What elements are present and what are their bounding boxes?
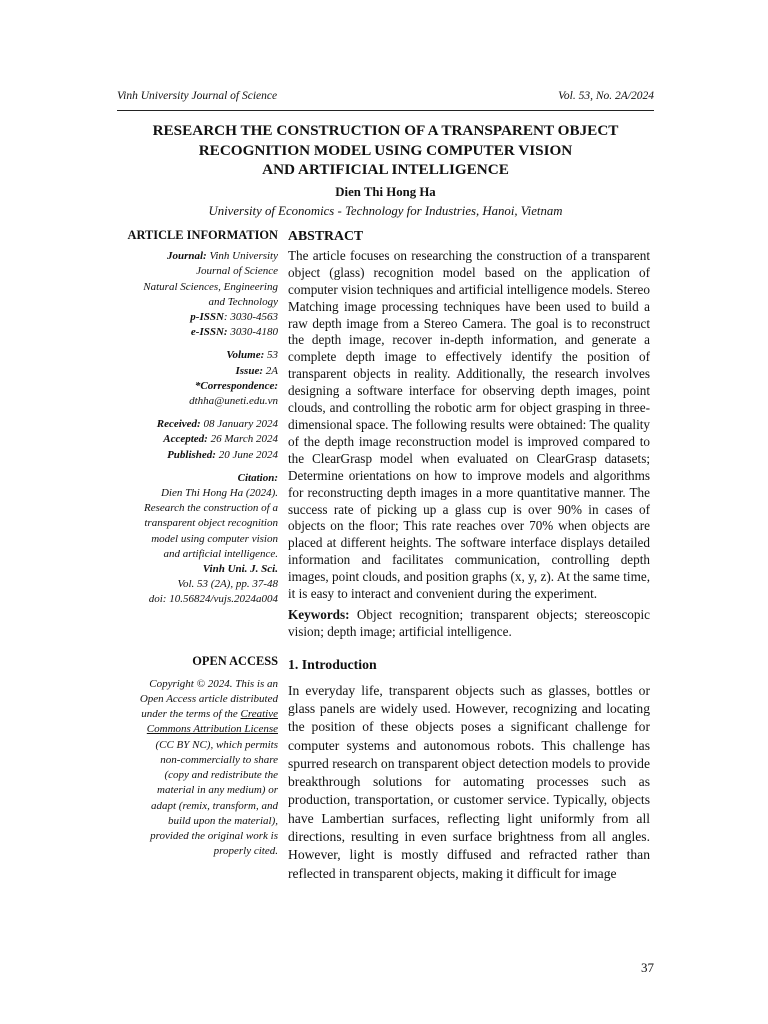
accepted-date: Accepted: 26 March 2024: [163, 433, 278, 446]
main-column: [288, 228, 650, 883]
citation-journal: Vinh Uni. J. Sci.: [202, 563, 278, 576]
article-title: [117, 121, 654, 180]
header-divider: [117, 110, 654, 111]
volume: Volume: 53: [226, 349, 278, 362]
running-header: [117, 90, 654, 108]
license-link[interactable]: Commons Attribution License: [146, 723, 278, 736]
received-date: Received: 08 January 2024: [156, 418, 278, 431]
journal-info: Natural Sciences, Engineering: [143, 280, 278, 293]
author-name: Dien Thi Hong Ha: [335, 185, 436, 199]
abstract-text: The article focuses on researching the construction of a transparent object (glass) recognition model based on the application of computer vision techniques and artificial intelligence models. Stereo Matching image processing techniques have been used to build a raw depth image from a Stereo Camera. The goal is to reconstruct the depth image, recover in-depth information, and generate a complete depth image to effectively identify the position of transparent objects in reality. Additionally, the research involves designing a software interface for observing depth images, point clouds, and controlling the robotic arm for object grasping in three-dimensional space. The following results were obtained: The quality of the depth image reconstruction model is improved compared to the ClearGrasp model when evaluated on ClearGrasp datasets; Determine orientations on how to improve models and algorithms for reconstructing depth images in a more quantitative manner. The success rate of picking up a glass cup is over 90% in cases of objects on the floor; This rate reaches over 70% when objects are placed at different heights. The software interface displays detailed information and facilitates communication, controlling depth images, point clouds, and position graphs (x, y, z). At the same time, it is easy to interact and convenient during the experiment.: [288, 247, 650, 602]
title-line: AND ARTIFICIAL INTELLIGENCE: [262, 161, 509, 178]
citation-line: and artificial intelligence.: [163, 547, 278, 560]
citation-line: Dien Thi Hong Ha (2024).: [160, 487, 278, 500]
intro-text: In everyday life, transparent objects such as glasses, bottles or glass panels are widely used. However, recognizing and locating the position of these objects poses a significant challenge for computer systems and autonomous robots. This challenge has spurred research on transparent object detection models to provide breakthrough solutions for automating processes such as production, transportation, or customer service. Typically, objects have Lambertian surfaces, reflecting light uniformly from all directions, resulting in even surface brightness from all angles. However, light is mostly diffused and refracted rather than reflected in transparent objects, making it difficult for image: [288, 682, 650, 881]
journal-info: Journal: Vinh University: [166, 250, 278, 263]
author-affiliation: University of Economics - Technology for Industries, Hanoi, Vietnam: [208, 204, 563, 218]
license-text: Copyright © 2024. This is an Open Access article distributed under the terms of the Creative Commons Attribution License (CC BY NC), which permits non-commercially to share (copy and redistribute the material in any medium) or adapt (remix, transform, and build upon the material), provided the original work is properly cited.: [117, 677, 278, 859]
license-link[interactable]: Creative: [240, 708, 278, 721]
pissn: p-ISSN: 3030-4563: [190, 311, 278, 324]
citation-line: transparent object recognition: [144, 517, 278, 530]
citation-line: Research the construction of a: [143, 502, 278, 515]
citation-label: Citation:: [237, 471, 278, 484]
article-info-heading: ARTICLE INFORMATION: [127, 228, 278, 242]
issue: Issue: 2A: [235, 364, 278, 377]
page-number: 37: [641, 960, 654, 975]
section-heading: 1. Introduction: [288, 656, 377, 672]
citation-doi: doi: 10.56824/vujs.2024a004: [148, 593, 278, 606]
journal-info: Journal of Science: [196, 265, 278, 278]
journal-name: Vinh University Journal of Science: [117, 90, 278, 102]
title-line: RECOGNITION MODEL USING COMPUTER VISION: [198, 141, 573, 159]
keywords: Keywords: Object recognition; transparent objects; stereoscopic vision; depth image; artificial intelligence.: [288, 606, 650, 639]
article-info-sidebar: [117, 228, 278, 859]
citation-line: model using computer vision: [151, 532, 278, 545]
title-line: RESEARCH THE CONSTRUCTION OF A TRANSPARENT OBJECT: [152, 122, 619, 139]
open-access-heading: OPEN ACCESS: [192, 653, 278, 668]
correspondence-label: *Correspondence:: [194, 379, 278, 392]
journal-info: and Technology: [208, 295, 278, 308]
correspondence-email: dthha@uneti.edu.vn: [189, 395, 278, 408]
published-date: Published: 20 June 2024: [167, 448, 278, 461]
volume-issue: Vol. 53, No. 2A/2024: [558, 90, 654, 102]
eissn: e-ISSN: 3030-4180: [190, 326, 278, 339]
citation-pages: Vol. 53 (2A), pp. 37-48: [177, 578, 278, 591]
abstract-heading: ABSTRACT: [288, 228, 364, 243]
